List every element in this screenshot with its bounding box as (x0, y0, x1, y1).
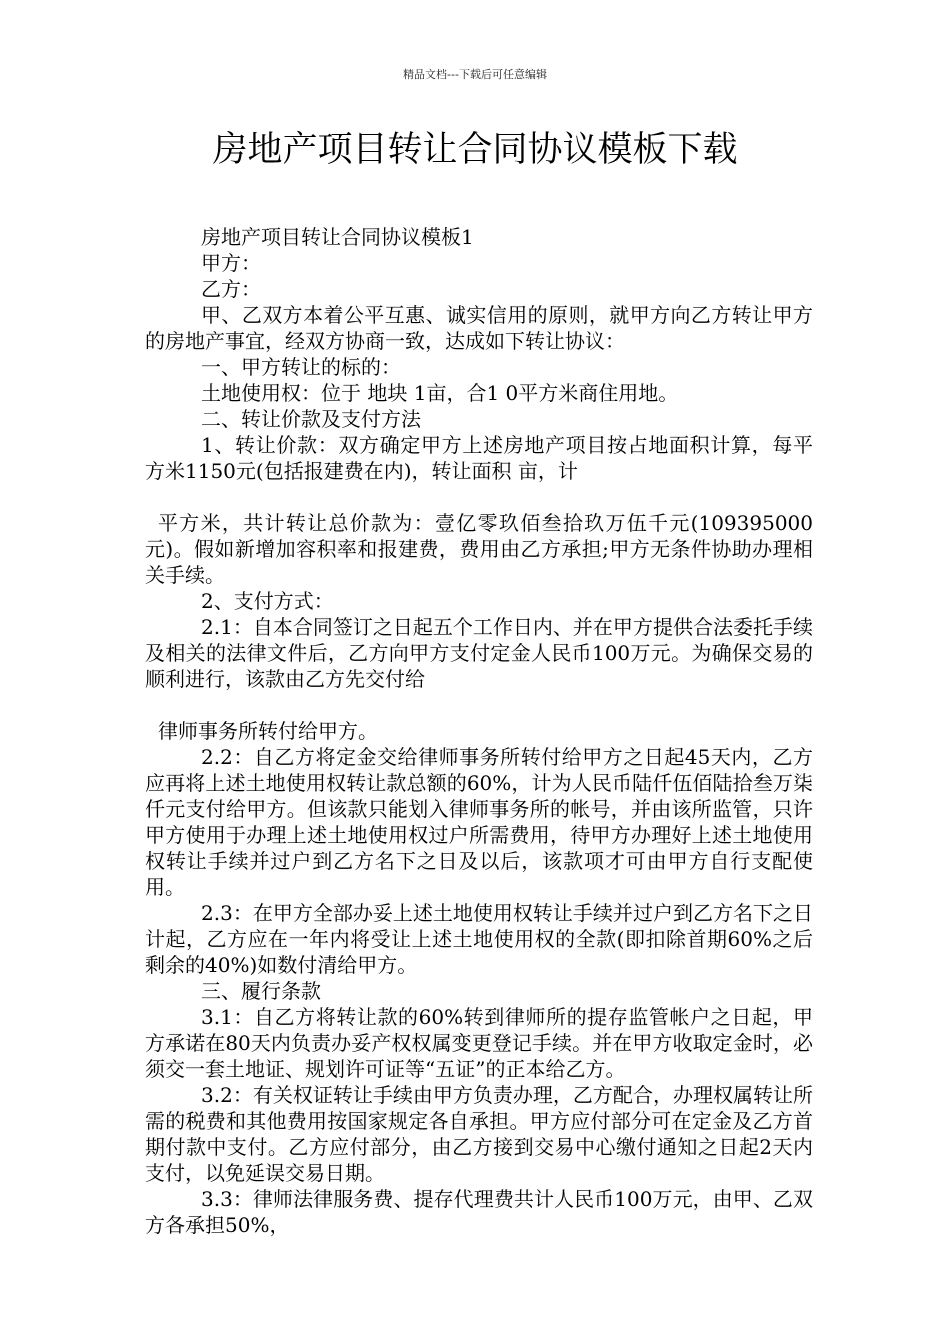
paragraph-party-b: 乙方： (201, 277, 261, 301)
paragraph-clause-2-3: 2.3：在甲方全部办妥上述土地使用权转让手续并过户到乙方名下之日计起，乙方应在一年内将受让上述土地使用权的全款(即扣除首期60%之后剩余的40%)如数付清给甲方。 (145, 901, 813, 977)
blank-line (145, 484, 813, 510)
paragraph-section-2-heading: 二、转让价款及支付方法 (201, 407, 421, 431)
paragraph-law-firm-transfer: 律师事务所转付给甲方。 (158, 719, 378, 743)
paragraph-clause-2-1: 2.1：自本合同签订之日起五个工作日内、并在甲方提供合法委托手续及相关的法律文件后，乙方向甲方支付定金人民币100万元。为确保交易的顺利进行，该款由乙方先交付给 (145, 615, 813, 691)
document-title: 房地产项目转让合同协议模板下载 (212, 130, 738, 170)
paragraph-total-price: 平方米，共计转让总价款为：壹亿零玖佰叁拾玖万伍千元(109395000元)。假如新增加容积率和报建费，费用由乙方承担;甲方无条件协助办理相关手续。 (145, 511, 813, 587)
paragraph-section-1-heading: 一、甲方转让的标的： (201, 355, 401, 379)
page-header-note: 精品文档---下载后可任意编辑 (403, 68, 547, 81)
blank-line (145, 692, 813, 718)
paragraph-subtitle: 房地产项目转让合同协议模板1 (201, 225, 474, 249)
paragraph-land-use: 土地使用权：位于 地块 1亩，合1 0平方米商住用地。 (201, 381, 679, 405)
paragraph-clause-2-2: 2.2：自乙方将定金交给律师事务所转付给甲方之日起45天内，乙方应再将上述土地使用权转让款总额的60%，计为人民币陆仟伍佰陆拾叁万柒仟元支付给甲方。但该款只能划入律师事务所的帐号，并由该所监管，只许甲方使用于办理上述土地使用权过户所需费用，待甲方办理好上述土地使用权转让手续并过户到乙方名下之日及以后，该款项才可由甲方自行支配使用。 (145, 745, 813, 899)
document-body (145, 224, 813, 1238)
paragraph-clause-3-3: 3.3：律师法律服务费、提存代理费共计人民币100万元，由甲、乙双方各承担50%， (145, 1187, 813, 1237)
paragraph-payment-method: 2、支付方式： (201, 589, 334, 613)
paragraph-transfer-price: 1、转让价款：双方确定甲方上述房地产项目按占地面积计算，每平方米1150元(包括报建费在内)，转让面积 亩，计 (145, 433, 813, 483)
paragraph-party-a: 甲方： (201, 251, 261, 275)
paragraph-clause-3-2: 3.2：有关权证转让手续由甲方负责办理，乙方配合，办理权属转让所需的税费和其他费用按国家规定各自承担。甲方应付部分可在定金及乙方首期付款中支付。乙方应付部分，由乙方接到交易中心缴付通知之日起2天内支付，以免延误交易日期。 (145, 1083, 813, 1185)
paragraph-clause-3-1: 3.1：自乙方将转让款的60%转到律师所的提存监管帐户之日起，甲方承诺在80天内负责办妥产权权属变更登记手续。并在甲方收取定金时，必须交一套土地证、规划许可证等“五证”的正本给乙方。 (145, 1005, 813, 1081)
paragraph-section-3-heading: 三、履行条款 (201, 979, 321, 1003)
paragraph-preamble: 甲、乙双方本着公平互惠、诚实信用的原则，就甲方向乙方转让甲方的房地产事宜，经双方协商一致，达成如下转让协议： (145, 303, 813, 353)
